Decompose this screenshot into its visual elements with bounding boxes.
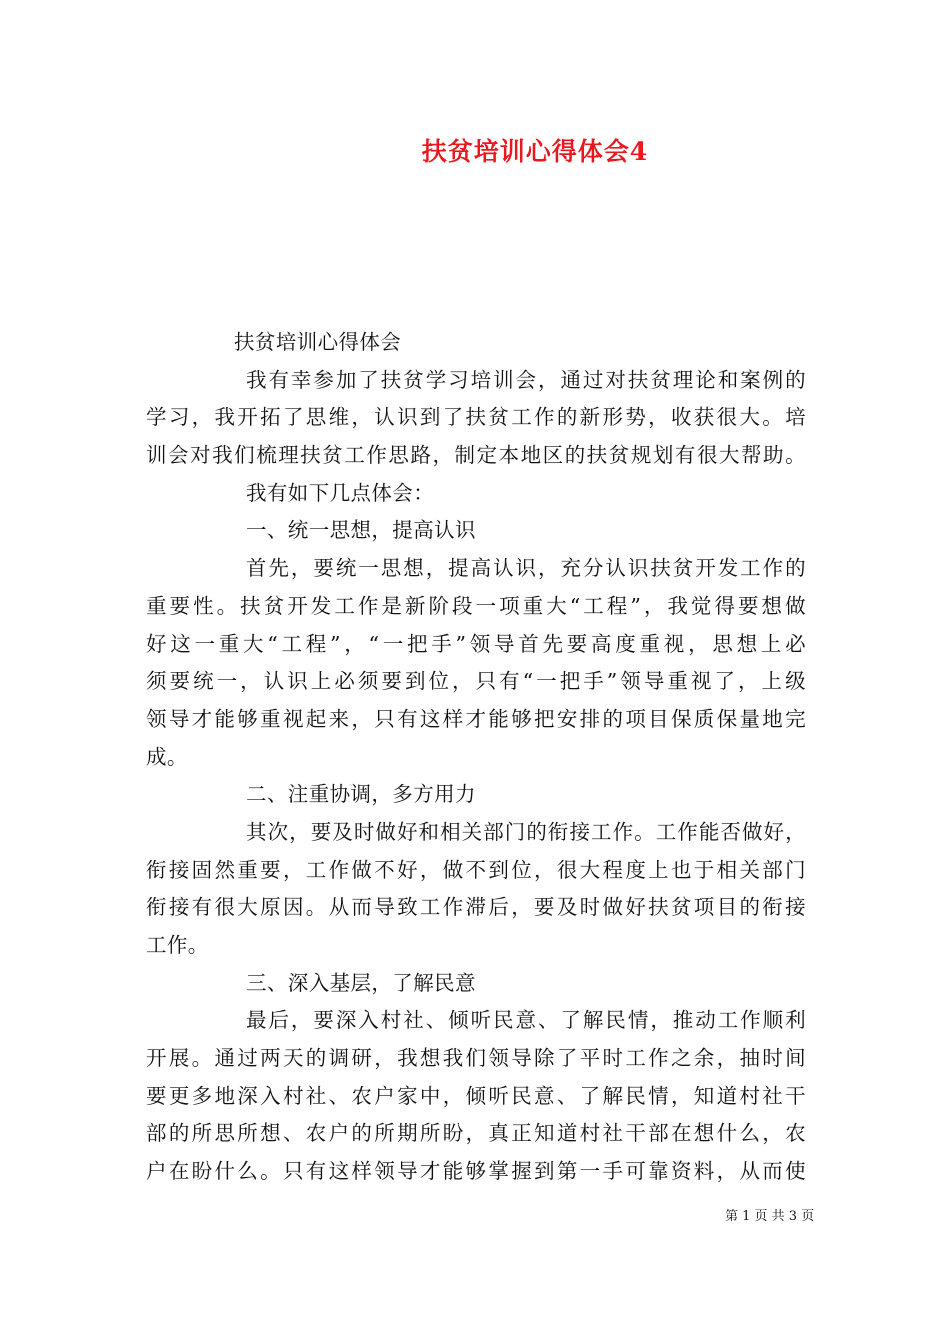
body-line-9: 好这一重大“工程”，“一把手”领导首先要高度重视，思想上必 [146, 631, 806, 656]
body-line-22: 部的所思所想、农户的所期所盼，真正知道村社干部在想什么，农 [146, 1121, 806, 1146]
body-line-12: 成。 [146, 744, 188, 769]
document-title: 扶贫培训心得体会4 [421, 137, 649, 166]
body-line-1: 扶贫培训心得体会 [234, 330, 402, 354]
body-line-5: 我有如下几点体会： [246, 480, 435, 505]
body-line-23: 户在盼什么。只有这样领导才能够掌握到第一手可靠资料，从而使 [146, 1159, 806, 1184]
section-heading-2: 二、注重协调，多方用力 [246, 782, 476, 807]
section-heading-3: 三、深入基层，了解民意 [246, 970, 476, 995]
section-heading-1: 一、统一思想，提高认识 [246, 518, 476, 543]
body-line-17: 工作。 [146, 933, 209, 957]
body-line-3: 学习，我开拓了思维，认识到了扶贫工作的新形势，收获很大。培 [146, 405, 806, 430]
body-line-14: 其次，要及时做好和相关部门的衔接工作。工作能否做好， [246, 819, 806, 844]
body-line-11: 领导才能够重视起来，只有这样才能够把安排的项目保质保量地完 [146, 706, 806, 731]
body-line-7: 首先，要统一思想，提高认识，充分认识扶贫开发工作的 [246, 556, 806, 581]
body-line-10: 须要统一，认识上必须要到位，只有“一把手”领导重视了，上级 [146, 669, 806, 694]
body-line-16: 衔接有很大原因。从而导致工作滞后，要及时做好扶贫项目的衔接 [146, 895, 806, 920]
body-line-19: 最后，要深入村社、倾听民意、了解民情，推动工作顺利 [246, 1008, 806, 1033]
body-line-20: 开展。通过两天的调研，我想我们领导除了平时工作之余，抽时间 [146, 1046, 806, 1071]
page-number: 第 1 页 共 3 页 [725, 1209, 815, 1224]
body-line-8: 重要性。扶贫开发工作是新阶段一项重大“工程”，我觉得要想做 [146, 593, 806, 618]
body-line-4: 训会对我们梳理扶贫工作思路，制定本地区的扶贫规划有很大帮助。 [146, 443, 806, 468]
body-line-15: 衔接固然重要，工作做不好，做不到位，很大程度上也于相关部门 [146, 857, 806, 882]
body-line-21: 要更多地深入村社、农户家中，倾听民意、了解民情，知道村社干 [146, 1083, 806, 1108]
document-body [146, 324, 806, 1191]
body-line-2: 我有幸参加了扶贫学习培训会，通过对扶贫理论和案例的 [246, 367, 806, 392]
